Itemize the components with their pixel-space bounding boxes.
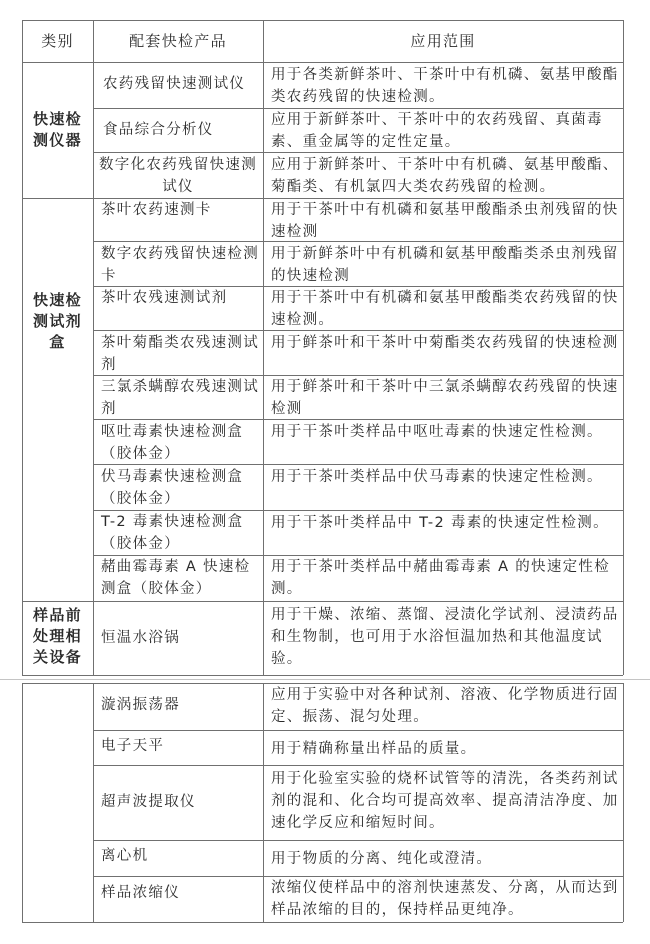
scope-cell: 用于干茶叶类样品中 T-2 毒素的快速定性检测。 bbox=[271, 515, 609, 531]
header-category: 类别 bbox=[41, 32, 74, 50]
product-cell: 赭曲霉毒素 A 快速检测盒（胶体金） bbox=[101, 559, 251, 597]
scope-cell: 用于物质的分离、纯化或澄清。 bbox=[271, 851, 493, 867]
header-product: 配套快检产品 bbox=[129, 32, 227, 50]
scope-cell: 用于干茶叶中有机磷和氨基甲酸酯杀虫剂残留的快速检测 bbox=[271, 202, 619, 240]
product-cell: 数字化农药残留快速测试仪 bbox=[99, 157, 257, 195]
product-cell: 伏马毒素快速检测盒（胶体金） bbox=[101, 469, 244, 507]
scope-cell: 用于各类新鲜茶叶、干茶叶中有机磷、氨基甲酸酯类农药残留的快速检测。 bbox=[271, 67, 619, 105]
scope-cell: 用于鲜茶叶和干茶叶中三氯杀螨醇农药残留的快速检测 bbox=[271, 379, 619, 417]
product-cell: 数字农药残留快速检测卡 bbox=[101, 246, 259, 284]
category-kits: 快速检测试剂盒 bbox=[33, 291, 82, 351]
product-cell: 茶叶菊酯类农残速测试剂 bbox=[101, 335, 259, 373]
scope-cell: 用于新鲜茶叶中有机磷和氨基甲酸酯类杀虫剂残留的快速检测 bbox=[271, 246, 619, 284]
scope-cell: 应用于新鲜茶叶、干茶叶中有机磷、氨基甲酸酯、菊酯类、有机氯四大类农药残留的检测。 bbox=[271, 157, 619, 195]
category-instruments: 快速检测仪器 bbox=[33, 110, 82, 149]
scope-cell: 用于干茶叶类样品中呕吐毒素的快速定性检测。 bbox=[271, 424, 603, 440]
product-cell: 呕吐毒素快速检测盒（胶体金） bbox=[101, 424, 244, 462]
product-cell: 样品浓缩仪 bbox=[101, 885, 180, 901]
product-cell: 农药残留快速测试仪 bbox=[103, 76, 246, 92]
scope-cell: 用于鲜茶叶和干茶叶中菊酯类农药残留的快速检测 bbox=[271, 335, 619, 351]
scope-cell: 用于干茶叶类样品中伏马毒素的快速定性检测。 bbox=[271, 469, 603, 485]
product-cell: 食品综合分析仪 bbox=[103, 122, 214, 138]
scope-cell: 用于干茶叶中有机磷和氨基甲酸酯类农药残留的快速检测。 bbox=[271, 290, 619, 328]
scope-cell: 用于干燥、浓缩、蒸馏、浸渍化学试剂、浸渍药品和生物制，也可用于水浴恒温加热和其他温度试验。 bbox=[271, 607, 619, 667]
scope-cell: 用于精确称量出样品的质量。 bbox=[271, 741, 477, 757]
scope-cell: 应用于新鲜茶叶、干茶叶中的农药残留、真菌毒素、重金属等的定性定量。 bbox=[271, 112, 603, 150]
product-cell: 茶叶农药速测卡 bbox=[101, 202, 212, 218]
product-cell: 漩涡振荡器 bbox=[101, 697, 180, 713]
product-cell: 三氯杀螨醇农残速测试剂 bbox=[101, 379, 259, 417]
scope-cell: 浓缩仪使样品中的溶剂快速蒸发、分离，从而达到样品浓缩的目的，保持样品更纯净。 bbox=[271, 880, 619, 918]
product-cell: 恒温水浴锅 bbox=[101, 630, 180, 646]
scope-cell: 用于干茶叶类样品中赭曲霉毒素 A 的快速定性检测。 bbox=[271, 559, 611, 597]
category-equipment: 样品前处理相关设备 bbox=[33, 606, 82, 666]
product-cell: 超声波提取仪 bbox=[101, 794, 196, 810]
product-cell: T-2 毒素快速检测盒（胶体金） bbox=[101, 514, 244, 552]
scope-cell: 用于化验室实验的烧杯试管等的清洗，各类药剂试剂的混和、化合均可提高效率、提高清洁净度、加速化学反应和缩短时间。 bbox=[271, 771, 619, 831]
product-cell: 茶叶农残速测试剂 bbox=[101, 290, 228, 306]
header-scope: 应用范围 bbox=[410, 32, 476, 50]
product-cell: 电子天平 bbox=[101, 738, 165, 754]
scope-cell: 应用于实验中对各种试剂、溶液、化学物质进行固定、振荡、混匀处理。 bbox=[271, 687, 619, 725]
product-cell: 离心机 bbox=[101, 848, 149, 864]
